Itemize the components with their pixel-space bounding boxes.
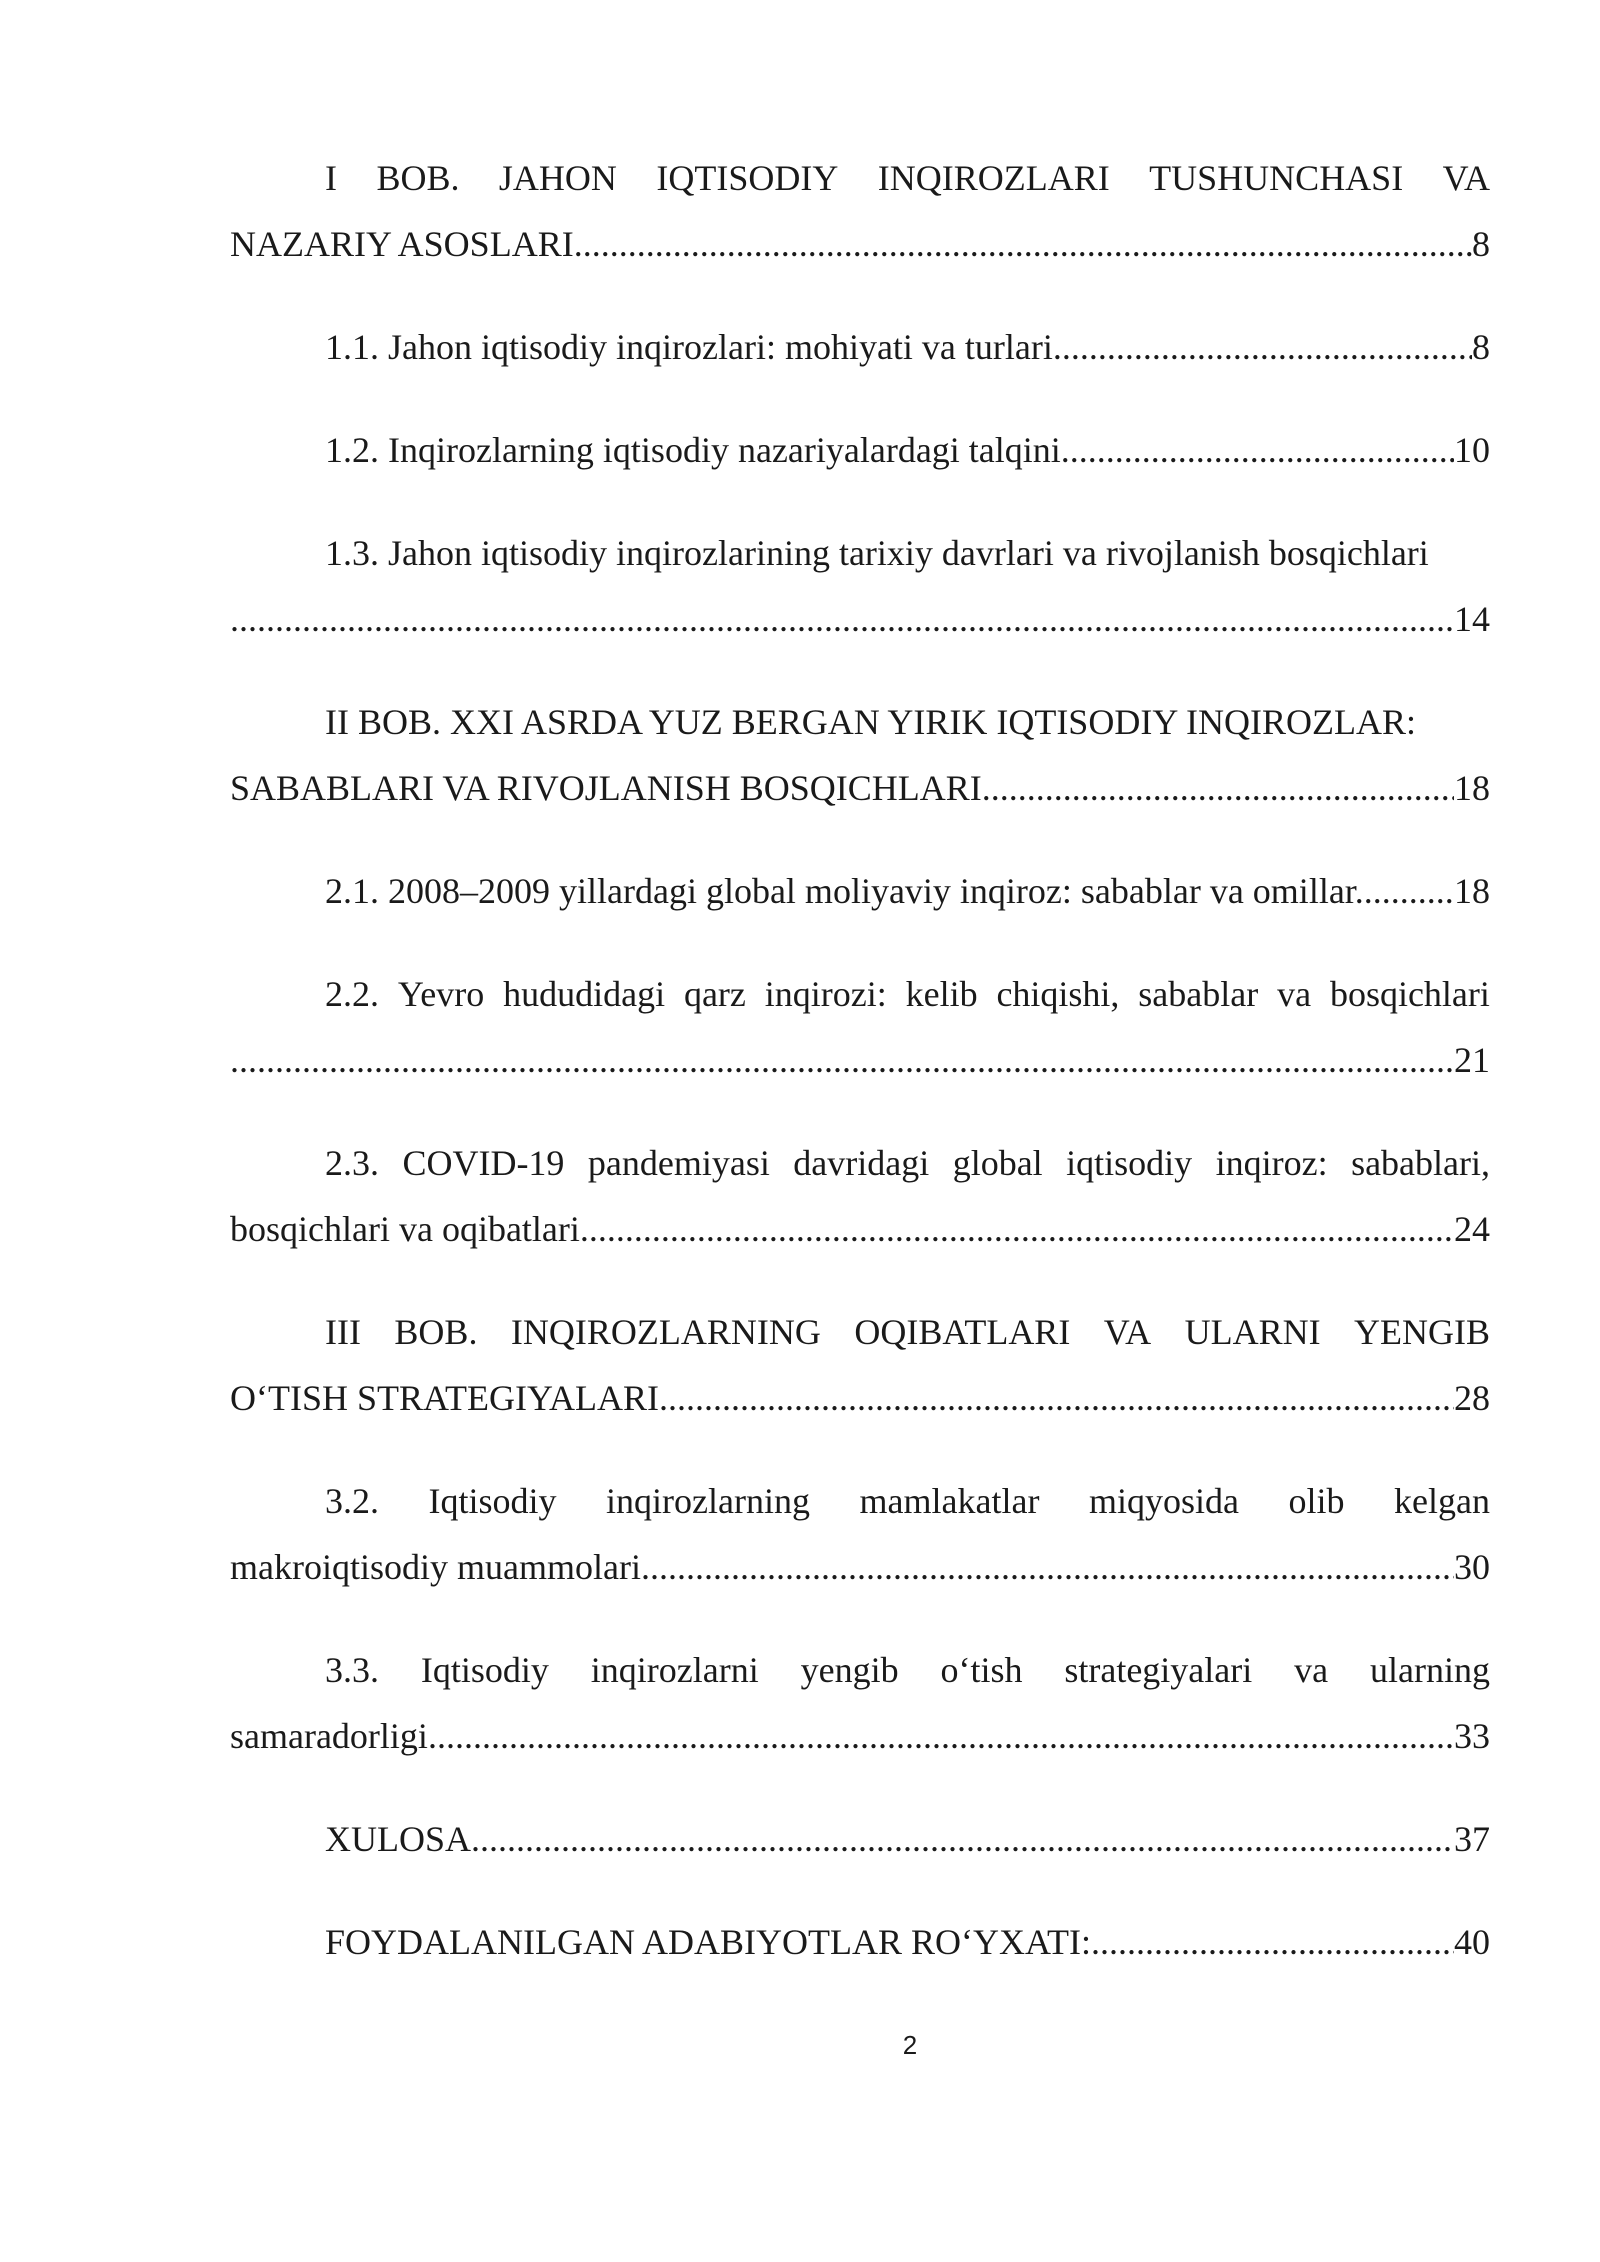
word: I <box>325 158 337 198</box>
toc-entry-1-2[interactable] <box>230 417 1490 483</box>
toc-entry-leader-line <box>230 1027 1490 1093</box>
word: miqyosida <box>1088 1481 1239 1521</box>
toc-entry-leader-line <box>230 586 1490 652</box>
word: YENGIB <box>1354 1312 1490 1352</box>
word: davridagi <box>793 1143 930 1183</box>
toc-entry-leader-line <box>230 1909 1490 1975</box>
toc-entry-text: bosqichlari va oqibatlari <box>230 1209 580 1249</box>
toc-entry-text: NAZARIY ASOSLARI <box>230 224 574 264</box>
toc-entry-first-line <box>230 961 1490 1027</box>
dot-leader <box>580 1196 1454 1262</box>
word: 2.3. <box>325 1143 379 1183</box>
dot-leader <box>659 1365 1454 1431</box>
toc-page-number: 10 <box>1454 430 1490 470</box>
toc-entry-first-line: 1.3. Jahon iqtisodiy inqirozlarining tarixiy davrlari va rivojlanish bosqichlari <box>325 533 1429 573</box>
toc-entry-conclusion[interactable] <box>230 1806 1490 1872</box>
dot-leader <box>574 211 1472 277</box>
toc-entry-3-2[interactable] <box>230 1468 1490 1600</box>
word: kelgan <box>1394 1481 1490 1521</box>
word: iqtisodiy <box>1066 1143 1193 1183</box>
word: o‘tish <box>940 1650 1023 1690</box>
toc-entry-first-line <box>230 1468 1490 1534</box>
toc-entry-first-line <box>230 1130 1490 1196</box>
word: 3.2. <box>325 1481 379 1521</box>
dot-leader <box>1364 858 1454 924</box>
toc-entry-first-line <box>230 1637 1490 1703</box>
word: qarz <box>683 974 746 1014</box>
toc-entry-leader-line <box>230 858 1490 924</box>
toc-page-number: 18 <box>1454 871 1490 911</box>
word: sabablari, <box>1351 1143 1490 1183</box>
toc-entry-leader-line <box>230 1196 1490 1262</box>
toc-page-number: 18 <box>1454 768 1490 808</box>
word: va <box>1277 974 1312 1014</box>
word: INQIROZLARI <box>877 158 1110 198</box>
toc-entry-first-line <box>230 145 1490 211</box>
word: bosqichlari <box>1329 974 1490 1014</box>
toc-entry-chapter-1[interactable] <box>230 145 1490 277</box>
toc-entry-leader-line <box>230 417 1490 483</box>
toc-entry-text: SABABLARI VA RIVOJLANISH BOSQICHLARI <box>230 768 982 808</box>
word: 2.2. <box>325 974 379 1014</box>
word: COVID-19 <box>402 1143 565 1183</box>
dot-leader <box>230 1027 1454 1093</box>
word: yengib <box>800 1650 899 1690</box>
dot-leader <box>1053 314 1472 380</box>
toc-entry-text: samaradorligi <box>230 1716 428 1756</box>
toc-page-number: 24 <box>1454 1209 1490 1249</box>
toc-entry-first-line: II BOB. XXI ASRDA YUZ BERGAN YIRIK IQTISODIY INQIROZLAR: <box>325 702 1416 742</box>
word: Yevro <box>397 974 485 1014</box>
word: IQTISODIY <box>656 158 839 198</box>
dot-leader <box>1091 1909 1454 1975</box>
toc-entry-3-3[interactable] <box>230 1637 1490 1769</box>
toc-entry-leader-line <box>230 755 1490 821</box>
dot-leader <box>230 586 1454 652</box>
toc-page-number: 21 <box>1454 1040 1490 1080</box>
toc-entry-references[interactable] <box>230 1909 1490 1975</box>
toc-entry-text: XULOSA <box>325 1819 472 1859</box>
word: inqirozi: <box>764 974 887 1014</box>
toc-entry-first-line <box>230 1299 1490 1365</box>
toc-entry-2-3[interactable] <box>230 1130 1490 1262</box>
word: sabablar <box>1138 974 1259 1014</box>
word: ularning <box>1370 1650 1490 1690</box>
word: global <box>952 1143 1043 1183</box>
toc-page-number: 30 <box>1454 1547 1490 1587</box>
word: BOB. <box>376 158 460 198</box>
toc-entry-leader-line <box>230 314 1490 380</box>
toc-entry-text: O‘TISH STRATEGIYALARI <box>230 1378 659 1418</box>
toc-entry-leader-line <box>230 1365 1490 1431</box>
word: strategiyalari <box>1064 1650 1253 1690</box>
table-of-contents <box>230 145 1490 2012</box>
toc-entry-text: 1.2. Inqirozlarning iqtisodiy nazariyalardagi talqini <box>325 430 1061 470</box>
word: inqiroz: <box>1215 1143 1328 1183</box>
toc-entry-leader-line <box>230 1806 1490 1872</box>
toc-entry-leader-line <box>230 1703 1490 1769</box>
toc-entry-leader-line <box>230 1534 1490 1600</box>
dot-leader <box>428 1703 1454 1769</box>
word: JAHON <box>498 158 617 198</box>
word: 3.3. <box>325 1650 379 1690</box>
word: OQIBATLARI <box>854 1312 1071 1352</box>
word: BOB. <box>394 1312 478 1352</box>
word: Iqtisodiy <box>428 1481 557 1521</box>
word: INQIROZLARNING <box>510 1312 821 1352</box>
toc-page-number: 14 <box>1454 599 1490 639</box>
toc-entry-leader-line <box>230 211 1490 277</box>
word: III <box>325 1312 361 1352</box>
toc-entry-chapter-3[interactable] <box>230 1299 1490 1431</box>
word: VA <box>1103 1312 1152 1352</box>
toc-page-number: 40 <box>1454 1922 1490 1962</box>
word: chiqishi, <box>996 974 1120 1014</box>
toc-page-number: 8 <box>1472 224 1490 264</box>
toc-entry-1-3[interactable] <box>230 520 1490 652</box>
dot-leader <box>982 755 1454 821</box>
word: Iqtisodiy <box>420 1650 549 1690</box>
word: pandemiyasi <box>587 1143 770 1183</box>
word: va <box>1294 1650 1329 1690</box>
word: TUSHUNCHASI <box>1149 158 1404 198</box>
dot-leader <box>641 1534 1454 1600</box>
toc-page-number: 28 <box>1454 1378 1490 1418</box>
toc-entry-text: makroiqtisodiy muammolari <box>230 1547 641 1587</box>
toc-entry-2-2[interactable] <box>230 961 1490 1093</box>
toc-page-number: 37 <box>1454 1819 1490 1859</box>
word: olib <box>1288 1481 1345 1521</box>
toc-entry-text: FOYDALANILGAN ADABIYOTLAR RO‘YXATI: <box>325 1922 1091 1962</box>
toc-entry-text: 1.1. Jahon iqtisodiy inqirozlari: mohiyati va turlari <box>325 327 1053 367</box>
word: ULARNI <box>1184 1312 1321 1352</box>
dot-leader <box>1061 417 1454 483</box>
toc-page-number: 33 <box>1454 1716 1490 1756</box>
toc-entry-text: 2.1. 2008–2009 yillardagi global moliyaviy inqiroz: sabablar va omillar. <box>325 871 1364 911</box>
toc-page-number: 8 <box>1472 327 1490 367</box>
toc-entry-1-1[interactable] <box>230 314 1490 380</box>
dot-leader <box>471 1806 1454 1872</box>
word: VA <box>1442 158 1490 198</box>
toc-entry-2-1[interactable] <box>230 858 1490 924</box>
page-number: 2 <box>902 2030 918 2060</box>
toc-entry-chapter-2[interactable] <box>230 689 1490 821</box>
word: kelib <box>905 974 978 1014</box>
word: inqirozlarni <box>590 1650 759 1690</box>
word: inqirozlarning <box>606 1481 810 1521</box>
word: hududidagi <box>503 974 666 1014</box>
word: mamlakatlar <box>859 1481 1040 1521</box>
